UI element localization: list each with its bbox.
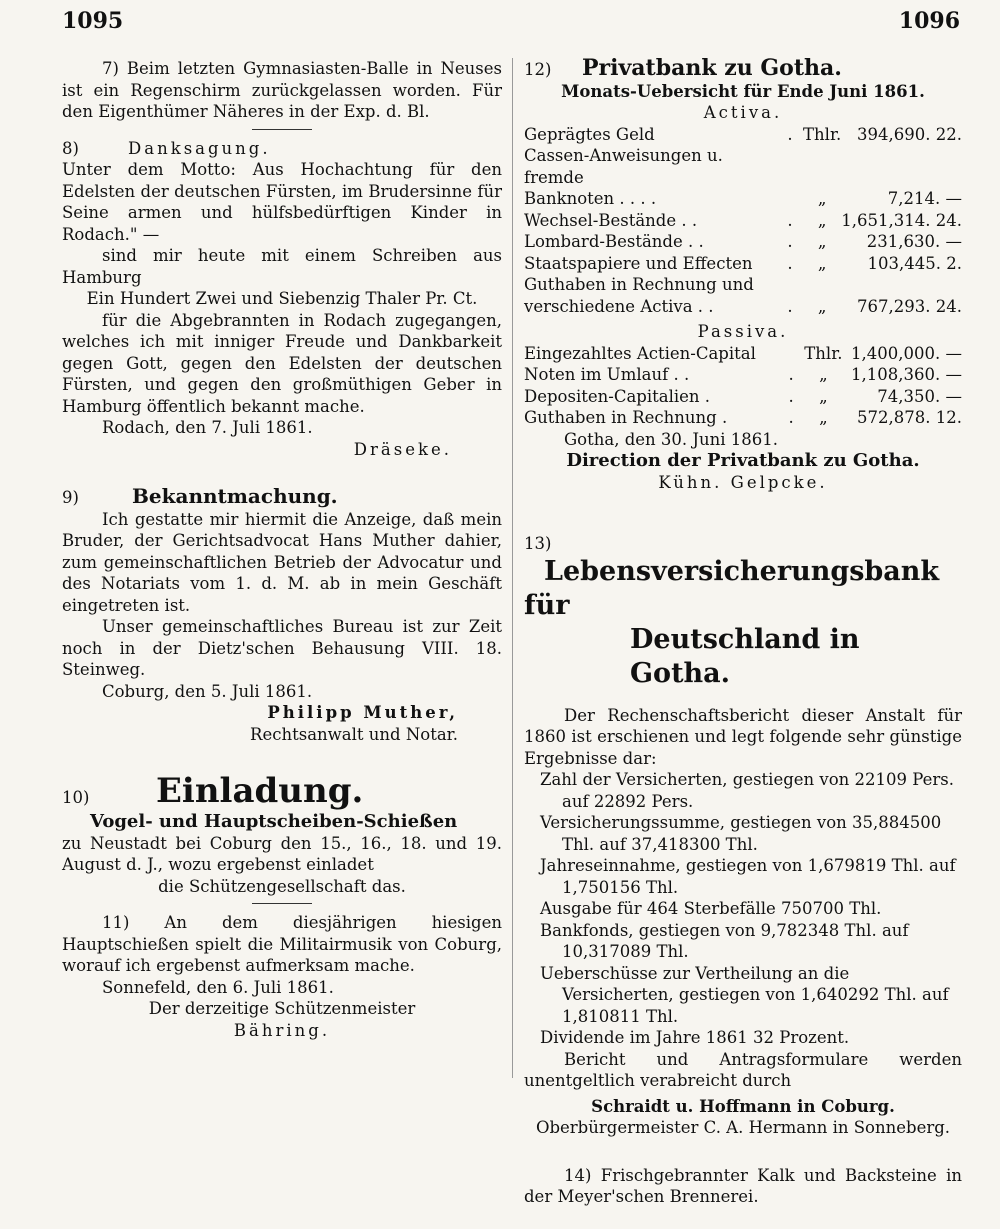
financial-dots — [777, 145, 803, 188]
financial-cur: „ — [817, 296, 827, 316]
financial-cur: „ — [819, 408, 828, 427]
financial-row — [524, 274, 962, 296]
page-number-right: 1096 — [898, 8, 960, 34]
notice-9 — [62, 486, 502, 745]
notice-number: 8) — [62, 138, 79, 158]
notice-11-signature-title: Der derzeitige Schützenmeister — [148, 999, 416, 1018]
financial-dots: . — [787, 296, 793, 316]
notice-10-signature: die Schützengesellschaft das. — [158, 876, 406, 896]
notice-13-items — [524, 769, 962, 1049]
page-number-left: 1095 — [62, 8, 124, 34]
financial-cur: Thlr. — [803, 124, 842, 144]
financial-val: 103,445. 2. — [867, 253, 962, 273]
financial-row — [524, 253, 962, 275]
notice-9-paragraph-1: Ich gestatte mir hiermit die Anzeige, daß mein Bruder, der Gerichtsadvocat Hans Muther dahier, zum gemeinschaftlichen Betrieb der Advocatur und des Notariats vom 1. d. M. ab in mein Geschäft eingetreten ist. — [62, 509, 502, 615]
notice-9-place-date: Coburg, den 5. Juli 1861. — [102, 681, 313, 701]
notice-8-paragraph-3: für die Abgebrannten in Rodach zugegangen, welches ich mit inniger Freude und Dankbarkeit gegen Gott, gegen den Edelsten der deutschen Fürsten, und gegen den großmüthigen Geber in Hamburg öffentlich bekannt mache. — [62, 310, 502, 416]
financial-val: 74,350. — — [877, 386, 962, 406]
financial-cur: „ — [817, 253, 827, 273]
financial-row — [524, 210, 962, 232]
notice-number: 12) — [524, 60, 552, 79]
notice-12-title: Privatbank zu Gotha. — [582, 55, 842, 81]
notice-13-signature-2: Oberbürgermeister C. A. Hermann in Sonneberg. — [535, 1118, 951, 1137]
financial-label: Lombard-Bestände . . — [524, 232, 704, 251]
notice-12-signature-bank: Direction der Privatbank zu Gotha. — [566, 450, 920, 471]
financial-row — [524, 386, 962, 408]
financial-row — [524, 145, 962, 188]
notice-number: 13) — [524, 534, 552, 553]
notice-8 — [62, 138, 502, 461]
financial-val — [841, 145, 962, 188]
notice-11 — [62, 912, 502, 1041]
insurance-result-item: Zahl der Versicherten, gestiegen von 22109 Pers. auf 22892 Pers. — [540, 770, 954, 811]
financial-label: Depositen-Capitalien . — [524, 386, 711, 406]
notice-9-signature-name: Philipp Muther, — [267, 703, 458, 722]
financial-cur — [803, 145, 841, 188]
notice-8-place-date: Rodach, den 7. Juli 1861. — [102, 418, 313, 437]
financial-dots: . — [787, 124, 793, 144]
financial-row — [524, 188, 962, 210]
financial-label: Geprägtes Geld — [524, 124, 655, 144]
financial-cur: „ — [817, 189, 827, 208]
notice-13 — [524, 533, 962, 1139]
right-column — [524, 55, 962, 1208]
insurance-result-item: Versicherungssumme, gestiegen von 35,884500 Thl. auf 37,418300 Thl. — [540, 813, 942, 854]
financial-row — [524, 407, 962, 429]
financial-row — [524, 124, 962, 146]
activa-table — [524, 124, 962, 318]
notice-8-amount: Ein Hundert Zwei und Siebenzig Thaler Pr. Ct. — [86, 289, 478, 308]
divider — [252, 129, 312, 130]
financial-val: 7,214. — — [887, 189, 962, 208]
insurance-result-item: Ausgabe für 464 Sterbefälle 750700 Thl. — [540, 899, 882, 918]
financial-label: Wechsel-Bestände . . — [524, 210, 698, 230]
financial-label: Guthaben in Rechnung . — [524, 408, 728, 427]
notice-13-intro: Der Rechenschaftsbericht dieser Anstalt für 1860 ist erschienen und legt folgende sehr günstige Ergebnisse dar: — [524, 705, 962, 768]
notice-number: 14) — [564, 1165, 592, 1185]
financial-label: Staatspapiere und Effecten — [524, 253, 753, 273]
financial-dots: . — [787, 210, 793, 230]
notice-7-text: Beim letzten Gymnasiasten-Balle in Neuses ist ein Regenschirm zurückgelassen worden. Für den Eigenthümer Näheres in der Exp. d. Bl. — [62, 59, 502, 121]
financial-dots: . — [787, 253, 793, 273]
financial-val: 767,293. 24. — [857, 296, 962, 316]
notice-13-title-line-2: Deutschland in Gotha. — [630, 623, 860, 689]
notice-10-title: Einladung. — [156, 771, 364, 811]
financial-val: 572,878. 12. — [857, 408, 962, 427]
financial-row — [524, 343, 962, 365]
notice-8-signature: Dräseke. — [353, 439, 452, 459]
financial-val — [841, 274, 962, 296]
notice-12 — [524, 55, 962, 493]
financial-dots: . — [788, 386, 794, 406]
divider — [252, 903, 312, 904]
insurance-result-item: Dividende im Jahre 1861 32 Prozent. — [540, 1028, 850, 1047]
passiva-heading: Passiva. — [697, 322, 789, 341]
left-column — [62, 58, 502, 1041]
notice-13-signature-1: Schraidt u. Hoffmann in Coburg. — [591, 1096, 895, 1116]
notice-9-paragraph-2: Unser gemeinschaftliches Bureau ist zur Zeit noch in der Dietz'schen Behausung VIII. 18. Steinweg. — [62, 617, 502, 679]
financial-label: verschiedene Activa . . — [524, 296, 714, 316]
notice-number: 11) — [102, 913, 130, 932]
financial-cur — [803, 274, 841, 296]
notice-10 — [62, 771, 502, 897]
notice-12-signature-names: Kühn. Gelpcke. — [658, 472, 828, 492]
financial-cur: „ — [817, 232, 827, 251]
financial-dots: . — [787, 232, 793, 251]
financial-dots — [777, 188, 803, 210]
financial-cur: „ — [819, 365, 828, 384]
financial-dots — [777, 274, 803, 296]
financial-row — [524, 296, 962, 318]
notice-8-paragraph-1: Unter dem Motto: Aus Hochachtung für den Edelsten der deutschen Fürsten, im Brudersinne für Seine armen und hülfsbedürftigen Kinder in Rodach." — — [62, 160, 502, 244]
notice-8-title: Danksagung. — [128, 138, 271, 158]
notice-8-paragraph-2: sind mir heute mit einem Schreiben aus Hamburg — [62, 246, 502, 287]
financial-label: Noten im Umlauf . . — [524, 365, 690, 384]
notice-12-subtitle: Monats-Uebersicht für Ende Juni 1861. — [561, 81, 925, 101]
notice-10-event: Vogel- und Hauptscheiben-Schießen — [90, 811, 458, 832]
notice-7 — [62, 58, 502, 123]
passiva-table — [524, 343, 962, 429]
notice-12-place-date: Gotha, den 30. Juni 1861. — [564, 429, 779, 449]
notice-14 — [524, 1165, 962, 1208]
financial-label: Banknoten . . . . — [524, 189, 657, 208]
notice-number: 9) — [62, 488, 79, 507]
notice-11-place-date: Sonnefeld, den 6. Juli 1861. — [102, 977, 334, 997]
activa-heading: Activa. — [703, 103, 783, 122]
notice-11-signature-name: Bähring. — [233, 1020, 331, 1040]
notice-number: 7) — [102, 59, 119, 78]
financial-val: 231,630. — — [866, 232, 962, 251]
notice-9-signature-title: Rechtsanwalt und Notar. — [250, 724, 458, 744]
notice-13-title-line-1: Lebensversicherungsbank für — [524, 555, 940, 621]
financial-val: 1,400,000. — — [851, 343, 962, 363]
insurance-result-item: Ueberschüsse zur Vertheilung an die Versicherten, gestiegen von 1,640292 Thl. auf 1,810811 Thl. — [540, 963, 949, 1026]
notice-13-paragraph-2: Bericht und Antragsformulare werden unentgeltlich verabreicht durch — [524, 1049, 962, 1090]
financial-label: Cassen-Anweisungen u. fremde — [524, 146, 723, 187]
notice-number: 10) — [62, 787, 90, 807]
notice-11-text: An dem diesjährigen hiesigen Hauptschießen spielt die Militairmusik von Coburg, worauf ich ergebenst aufmerksam mache. — [62, 913, 502, 975]
financial-label: Guthaben in Rechnung und — [524, 275, 754, 294]
notice-10-paragraph: zu Neustadt bei Coburg den 15., 16., 18. und 19. August d. J., wozu ergebenst einladet — [62, 833, 502, 874]
financial-val: 1,108,360. — — [851, 365, 962, 384]
financial-cur: „ — [819, 386, 828, 406]
financial-row — [524, 364, 962, 386]
financial-dots: . — [788, 408, 794, 427]
notice-14-text: Frischgebrannter Kalk und Backsteine in der Meyer'schen Brennerei. — [524, 1165, 962, 1206]
financial-dots: . — [788, 365, 794, 384]
financial-dots — [778, 343, 804, 365]
insurance-result-item: Jahreseinnahme, gestiegen von 1,679819 Thl. auf 1,750156 Thl. — [540, 856, 956, 897]
financial-row — [524, 231, 962, 253]
insurance-result-item: Bankfonds, gestiegen von 9,782348 Thl. auf 10,317089 Thl. — [540, 920, 909, 961]
financial-cur: „ — [817, 210, 827, 230]
notice-9-title: Bekanntmachung. — [132, 484, 338, 508]
financial-cur: Thlr. — [804, 343, 843, 363]
financial-label: Eingezahltes Actien-Capital — [524, 343, 756, 363]
financial-val: 1,651,314. 24. — [841, 210, 962, 230]
financial-val: 394,690. 22. — [857, 124, 962, 144]
